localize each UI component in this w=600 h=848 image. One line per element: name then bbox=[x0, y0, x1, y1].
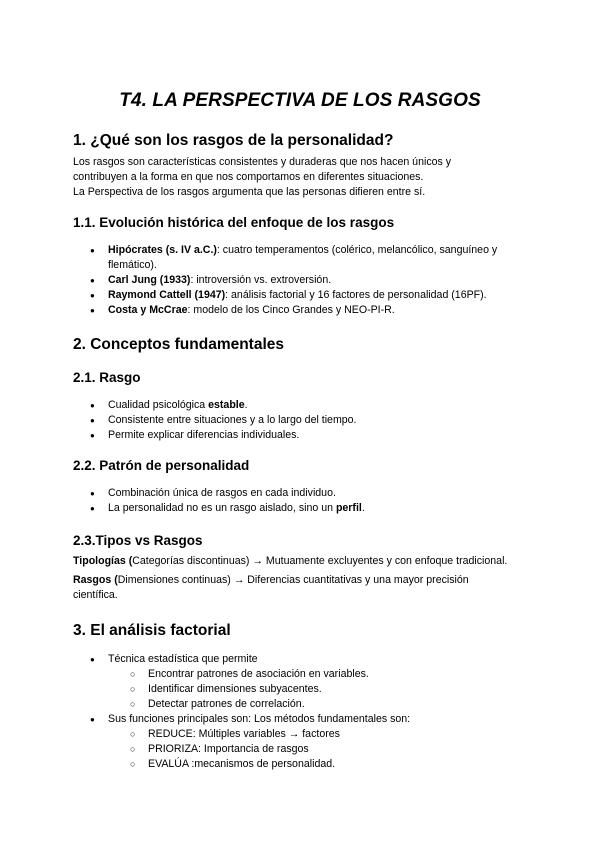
term-bold: Tipologías ( bbox=[73, 555, 133, 567]
rasgos-line-continued: científica. bbox=[73, 589, 118, 601]
author-description: : cuatro temperamentos (colérico, melancólico, sanguíneo y flemático). bbox=[108, 244, 498, 271]
author-name: Costa y McCrae bbox=[108, 304, 188, 316]
author-name: Carl Jung (1933) bbox=[108, 274, 191, 286]
section-2-3-heading: 2.3.Tipos vs Rasgos bbox=[73, 533, 203, 548]
list-item bbox=[90, 288, 530, 303]
factorial-list bbox=[90, 652, 530, 772]
list-item bbox=[90, 712, 530, 772]
section-2-1-heading: 2.1. Rasgo bbox=[73, 370, 141, 385]
item-text: La personalidad no es un rasgo aislado, sino un bbox=[108, 502, 336, 514]
item-bold: perfil bbox=[335, 502, 362, 514]
section-1-text-line-1: Los rasgos son características consistentes y duraderas que nos hacen únicos y bbox=[73, 156, 452, 168]
list-item bbox=[90, 303, 530, 318]
list-item bbox=[90, 273, 530, 288]
sub-list-item: ○ Identificar dimensiones subyacentes. bbox=[130, 682, 530, 697]
author-description: : modelo de los Cinco Grandes y NEO-PI-R. bbox=[187, 304, 395, 316]
sub-list-item: ○ EVALÚA :mecanismos de personalidad. bbox=[130, 757, 530, 772]
section-1-text-line-2: contribuyen a la forma en que nos comportamos en diferentes situaciones. bbox=[73, 171, 424, 183]
section-1-1-heading: 1.1. Evolución histórica del enfoque de los rasgos bbox=[73, 215, 395, 230]
sub-list-item: ○ PRIORIZA: Importancia de rasgos bbox=[130, 742, 530, 757]
term-bold: Rasgos ( bbox=[73, 574, 118, 586]
list-item: ● Consistente entre situaciones y a lo largo del tiempo. bbox=[90, 413, 530, 428]
item-text: Cualidad psicológica bbox=[108, 399, 209, 411]
sub-list-item: ○ Encontrar patrones de asociación en variables. bbox=[130, 667, 530, 682]
rasgos-line bbox=[73, 573, 469, 588]
patron-list bbox=[90, 486, 530, 516]
section-2-heading: 2. Conceptos fundamentales bbox=[73, 336, 285, 353]
sub-list bbox=[108, 667, 530, 712]
section-2-2-heading: 2.2. Patrón de personalidad bbox=[73, 458, 250, 473]
author-name: Raymond Cattell (1947) bbox=[108, 289, 226, 301]
item-text: Sus funciones principales son: Los métodos fundamentales son: bbox=[108, 713, 411, 725]
section-3-heading: 3. El análisis factorial bbox=[73, 622, 231, 639]
author-description: : introversión vs. extroversión. bbox=[190, 274, 332, 286]
list-item bbox=[90, 243, 530, 273]
sub-list bbox=[108, 727, 530, 772]
section-1-text-line-3: La Perspectiva de los rasgos argumenta que las personas difieren entre sí. bbox=[73, 186, 426, 198]
list-item: ● Combinación única de rasgos en cada individuo. bbox=[90, 486, 530, 501]
list-item bbox=[90, 398, 530, 413]
list-item bbox=[90, 501, 530, 516]
term-text: Categorías discontinuas) → Mutuamente excluyentes y con enfoque tradicional. bbox=[132, 555, 508, 567]
list-item: ● Permite explicar diferencias individuales. bbox=[90, 428, 530, 443]
sub-list-item: ○ Detectar patrones de correlación. bbox=[130, 697, 530, 712]
document-title: T4. LA PERSPECTIVA DE LOS RASGOS bbox=[119, 90, 481, 111]
tipologias-line bbox=[73, 554, 507, 569]
sub-list-item: ○ REDUCE: Múltiples variables → factores bbox=[130, 727, 530, 742]
item-text: Técnica estadística que permite bbox=[108, 653, 258, 665]
item-bold: estable bbox=[208, 399, 245, 411]
term-text: Dimensiones continuas) → Diferencias cuantitativas y una mayor precisión bbox=[117, 574, 469, 586]
rasgo-list bbox=[90, 398, 530, 443]
list-item bbox=[90, 652, 530, 712]
author-name: Hipócrates (s. IV a.C.) bbox=[108, 244, 217, 256]
history-list bbox=[90, 243, 530, 318]
item-end: . bbox=[361, 502, 365, 514]
section-1-heading: 1. ¿Qué son los rasgos de la personalidad? bbox=[73, 132, 394, 149]
item-end: . bbox=[244, 399, 248, 411]
author-description: : análisis factorial y 16 factores de personalidad (16PF). bbox=[225, 289, 487, 301]
